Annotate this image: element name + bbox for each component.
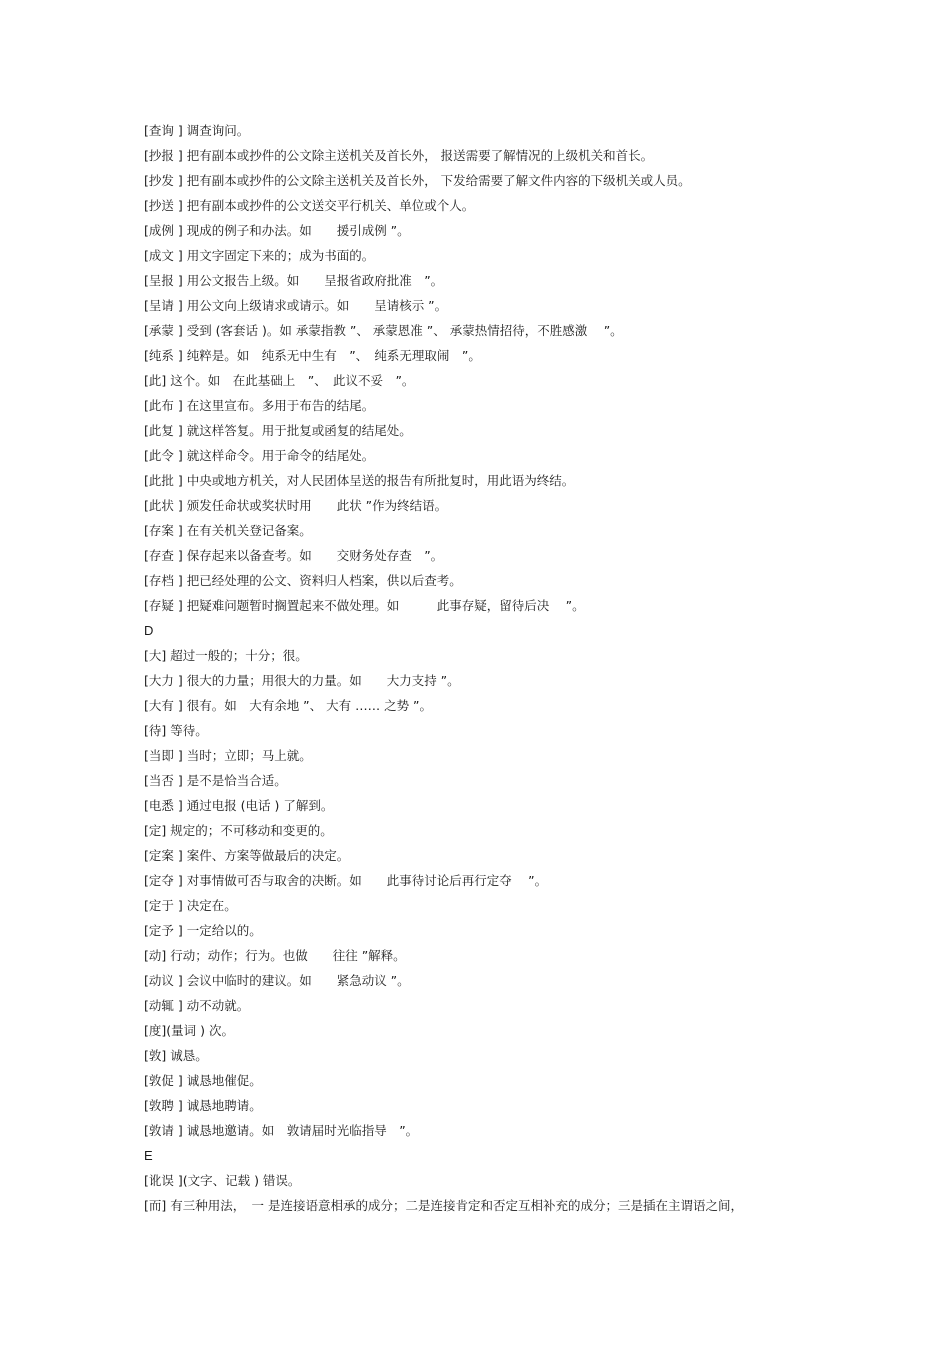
glossary-entry-chengbao: [呈报 ] 用公文报告上级。如 呈报省政府批准 ”。 — [144, 273, 444, 288]
glossary-entry-chengli: [成例 ] 现成的例子和办法。如 援引成例 ”。 — [144, 223, 410, 238]
glossary-entry-chaobao: [抄报 ] 把有副本或抄件的公文除主送机关及首长外， 报送需要了解情况的上级机关和首长。 — [144, 148, 654, 163]
glossary-entry-cunyi: [存疑 ] 把疑难问题暂时搁置起来不做处理。如 此事存疑，留待后决 ”。 — [144, 598, 585, 613]
glossary-entry-dayou: [大有 ] 很有。如 大有余地 ”、 大有 …… 之势 ”。 — [144, 698, 433, 713]
glossary-entry-dunqing: [敦请 ] 诚恳地邀请。如 敦请届时光临指导 ”。 — [144, 1123, 419, 1138]
glossary-entry-dingyu2: [定予 ] 一定给以的。 — [144, 923, 262, 938]
glossary-entry-dangji: [当即 ] 当时；立即；马上就。 — [144, 748, 312, 763]
glossary-entry-cundang: [存档 ] 把已经处理的公文、资料归人档案，供以后查考。 — [144, 573, 462, 588]
glossary-entry-da: [大] 超过一般的；十分；很。 — [144, 648, 308, 663]
section-letter-d: D — [144, 623, 154, 638]
glossary-entry-cifu: [此复 ] 就这样答复。用于批复或函复的结尾处。 — [144, 423, 412, 438]
glossary-entry-chunxi: [纯系 ] 纯粹是。如 纯系无中生有 ”、 纯系无理取闹 ”。 — [144, 348, 481, 363]
glossary-entry-dai: [待] 等待。 — [144, 723, 208, 738]
glossary-entry-cipi: [此批 ] 中央或地方机关，对人民团体呈送的报告有所批复时，用此语为终结。 — [144, 473, 575, 488]
glossary-entry-du: [度](量词 ) 次。 — [144, 1023, 234, 1038]
glossary-entry-cuncha: [存查 ] 保存起来以备查考。如 交财务处存查 ”。 — [144, 548, 444, 563]
glossary-entry-dingduo: [定夺 ] 对事情做可否与取舍的决断。如 此事待讨论后再行定夺 ”。 — [144, 873, 548, 888]
glossary-entry-chaxun: [查询 ] 调查询问。 — [144, 123, 250, 138]
glossary-entry-dun: [敦] 诚恳。 — [144, 1048, 208, 1063]
glossary-entry-dong: [动] 行动；动作；行为。也做 往往 ”解释。 — [144, 948, 406, 963]
document-body — [144, 118, 824, 1218]
glossary-entry-ding: [定] 规定的；不可移动和变更的。 — [144, 823, 333, 838]
glossary-entry-cunan: [存案 ] 在有关机关登记备案。 — [144, 523, 312, 538]
glossary-entry-dongzhe: [动辄 ] 动不动就。 — [144, 998, 250, 1013]
glossary-entry-chengqing: [呈请 ] 用公文向上级请求或请示。如 呈请核示 ”。 — [144, 298, 448, 313]
glossary-entry-cibu: [此布 ] 在这里宣布。多用于布告的结尾。 — [144, 398, 375, 413]
glossary-entry-dianxi: [电悉 ] 通过电报 (电话 ) 了解到。 — [144, 798, 334, 813]
glossary-entry-dingyu: [定于 ] 决定在。 — [144, 898, 237, 913]
glossary-entry-dongyi: [动议 ] 会议中临时的建议。如 紧急动议 ”。 — [144, 973, 410, 988]
glossary-entry-ewu: [讹误 ](文字、记载 ) 错误。 — [144, 1173, 301, 1188]
glossary-entry-chengmeng: [承蒙 ] 受到 (客套话 )。如 承蒙指教 ”、 承蒙恩准 ”、 承蒙热情招待，不胜感激 ”。 — [144, 323, 623, 338]
glossary-entry-ci: [此] 这个。如 在此基础上 ”、 此议不妥 ”。 — [144, 373, 415, 388]
glossary-entry-dangfou: [当否 ] 是不是恰当合适。 — [144, 773, 287, 788]
glossary-entry-chaosong: [抄送 ] 把有副本或抄件的公文送交平行机关、单位或个人。 — [144, 198, 475, 213]
glossary-entry-dunpin: [敦聘 ] 诚恳地聘请。 — [144, 1098, 262, 1113]
glossary-entry-dingan: [定案 ] 案件、方案等做最后的决定。 — [144, 848, 350, 863]
glossary-entry-dali: [大力 ] 很大的力量；用很大的力量。如 大力支持 ”。 — [144, 673, 460, 688]
glossary-entry-cizhuang: [此状 ] 颁发任命状或奖状时用 此状 ”作为终结语。 — [144, 498, 448, 513]
section-letter-e: E — [144, 1148, 153, 1163]
glossary-entry-chaofa: [抄发 ] 把有副本或抄件的公文除主送机关及首长外， 下发给需要了解文件内容的下级机关或人员。 — [144, 173, 691, 188]
glossary-entry-er: [而] 有三种用法， 一 是连接语意相承的成分；二是连接肯定和否定互相补充的成分；三是插在主谓语之间， — [144, 1198, 743, 1213]
glossary-entry-duncu: [敦促 ] 诚恳地催促。 — [144, 1073, 262, 1088]
glossary-entry-ciling: [此令 ] 就这样命令。用于命令的结尾处。 — [144, 448, 375, 463]
glossary-entry-chengwen: [成文 ] 用文字固定下来的；成为书面的。 — [144, 248, 375, 263]
